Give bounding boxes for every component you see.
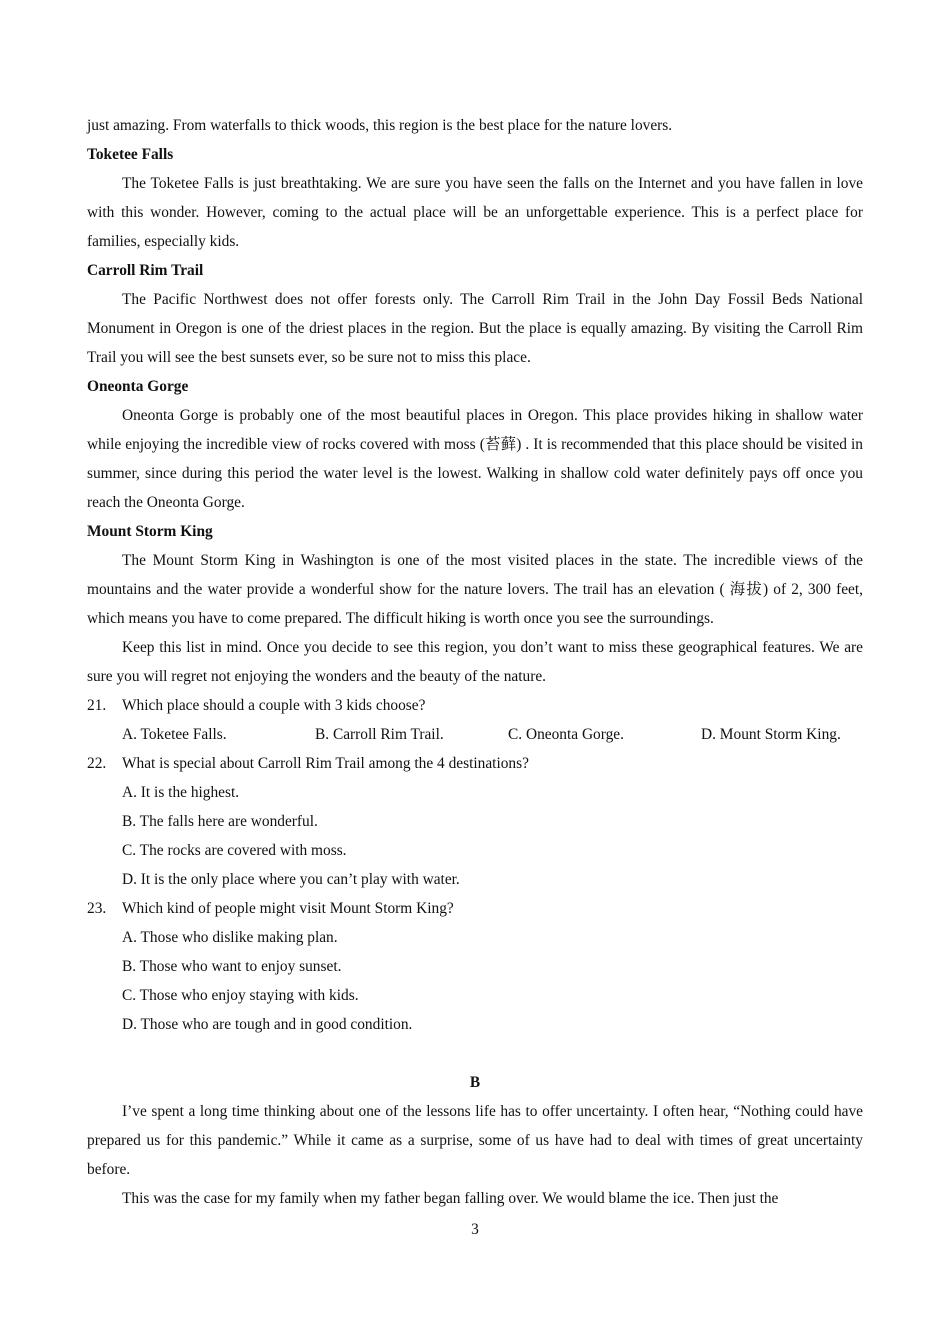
intro-paragraph-tail: just amazing. From waterfalls to thick woods, this region is the best place for the nature lovers. xyxy=(87,117,673,134)
option-a: A. It is the highest. xyxy=(122,784,240,801)
question-number: 22. xyxy=(87,755,107,772)
question-23 xyxy=(87,894,863,923)
section-text-toketee-falls: The Toketee Falls is just breathtaking. We are sure you have seen the falls on the Internet and you have fallen in love with this wonder. However, coming to the actual place will be an unforgettable experience. This is a perfect place for families, especially kids. xyxy=(87,175,863,250)
section-heading-carroll-rim-trail: Carroll Rim Trail xyxy=(87,262,204,279)
option-b: B. The falls here are wonderful. xyxy=(122,813,318,830)
section-text-carroll-rim-trail: The Pacific Northwest does not offer forests only. The Carroll Rim Trail in the John Day Fossil Beds National Monument in Oregon is one of the driest places in the region. But the place is equally amazing. By visiting the Carroll Rim Trail you will see the best sunsets ever, so be sure not to miss this place. xyxy=(87,291,863,366)
option-a: A. Toketee Falls. xyxy=(122,726,227,743)
spacer xyxy=(87,1039,863,1068)
option-b: B. Carroll Rim Trail. xyxy=(315,726,444,743)
question-stem: Which place should a couple with 3 kids choose? xyxy=(122,697,426,714)
passage-b-title: B xyxy=(469,1074,481,1091)
option-d: D. It is the only place where you can’t play with water. xyxy=(122,871,460,888)
section-text-mount-storm-king: The Mount Storm King in Washington is one of the most visited places in the state. The incredible views of the mountains and the water provide a wonderful show for the nature lovers. The trail has an elevation ( 海拔) of 2, 300 feet, which means you have to come prepared. The difficult hiking is worth once you see the surroundings. xyxy=(87,552,863,627)
passage-b-paragraph-2: This was the case for my family when my father began falling over. We would blame the ice. Then just the xyxy=(122,1190,779,1207)
closing-paragraph: Keep this list in mind. Once you decide to see this region, you don’t want to miss these geographical features. We are sure you will regret not enjoying the wonders and the beauty of the nature. xyxy=(87,639,863,685)
document-page xyxy=(87,111,863,1213)
question-number: 23. xyxy=(87,900,107,917)
question-22 xyxy=(87,749,863,778)
option-b: B. Those who want to enjoy sunset. xyxy=(122,958,342,975)
section-heading-oneonta-gorge: Oneonta Gorge xyxy=(87,378,189,395)
option-a: A. Those who dislike making plan. xyxy=(122,929,338,946)
option-c: C. Those who enjoy staying with kids. xyxy=(122,987,359,1004)
question-21 xyxy=(87,691,863,720)
question-stem: What is special about Carroll Rim Trail among the 4 destinations? xyxy=(122,755,529,772)
option-c: C. Oneonta Gorge. xyxy=(508,726,624,743)
question-number: 21. xyxy=(87,697,107,714)
option-d: D. Those who are tough and in good condition. xyxy=(122,1016,413,1033)
option-d: D. Mount Storm King. xyxy=(701,726,841,743)
passage-b-paragraph-1: I’ve spent a long time thinking about one of the lessons life has to offer uncertainty. I often hear, “Nothing could have prepared us for this pandemic.” While it came as a surprise, some of us have had to deal with times of great uncertainty before. xyxy=(87,1103,863,1178)
question-stem: Which kind of people might visit Mount Storm King? xyxy=(122,900,454,917)
section-heading-toketee-falls: Toketee Falls xyxy=(87,146,174,163)
page-number: 3 xyxy=(471,1221,479,1238)
question-21-options xyxy=(87,720,863,749)
section-heading-mount-storm-king: Mount Storm King xyxy=(87,523,213,540)
section-text-oneonta-gorge: Oneonta Gorge is probably one of the most beautiful places in Oregon. This place provides hiking in shallow water while enjoying the incredible view of rocks covered with moss (苔藓) . It is recommended that this place should be visited in summer, since during this period the water level is the lowest. Walking in shallow cold water definitely pays off once you reach the Oneonta Gorge. xyxy=(87,407,863,511)
option-c: C. The rocks are covered with moss. xyxy=(122,842,347,859)
